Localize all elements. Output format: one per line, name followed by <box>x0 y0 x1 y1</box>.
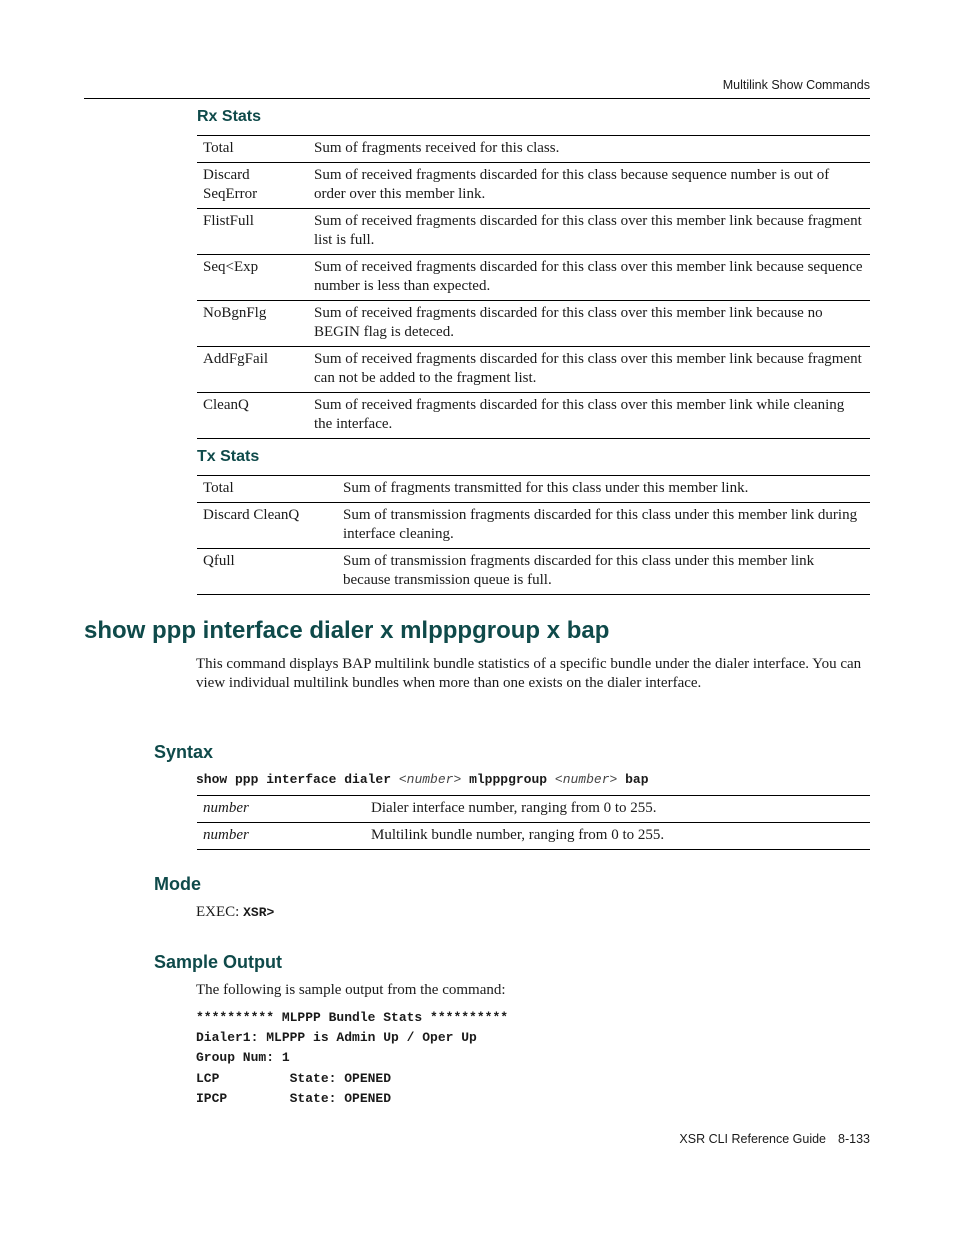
page-number: 8-133 <box>838 1132 870 1146</box>
syntax-part: <number> <box>398 772 462 787</box>
table-row <box>197 347 870 393</box>
description-cell: Sum of received fragments discarded for this class over this member link because sequence number is less than expected. <box>308 255 870 301</box>
syntax-part: show ppp interface dialer <box>196 772 399 787</box>
footer-guide-title: XSR CLI Reference Guide <box>679 1132 827 1146</box>
table-row <box>197 503 870 549</box>
syntax-part: bap <box>617 772 649 787</box>
table-row <box>197 209 870 255</box>
output-line: Dialer1: MLPPP is Admin Up / Oper Up <box>196 1030 477 1045</box>
description-cell: Sum of transmission fragments discarded for this class under this member link because transmission queue is full. <box>337 549 870 595</box>
description-cell: Sum of received fragments discarded for this class over this member link because fragment can not be added to the fragment list. <box>308 347 870 393</box>
output-line: Group Num: 1 <box>196 1050 290 1065</box>
sample-output-heading: Sample Output <box>154 952 283 972</box>
output-line: LCP State: OPENED <box>196 1071 392 1086</box>
term-cell: Discard SeqError <box>197 163 308 209</box>
tx-stats-heading: Tx Stats <box>197 448 260 465</box>
term-cell: CleanQ <box>197 393 308 439</box>
rx-stats-table <box>197 135 870 439</box>
table-row <box>197 393 870 439</box>
description-cell: Dialer interface number, ranging from 0 to 255. <box>365 796 870 823</box>
term-cell: FlistFull <box>197 209 308 255</box>
syntax-heading: Syntax <box>154 742 214 762</box>
term-cell: Qfull <box>197 549 337 595</box>
command-description: This command displays BAP multilink bundle statistics of a specific bundle under the dialer interface. You can view individual multilink bundles when more than one exists on the dialer interface. <box>196 656 862 691</box>
term-cell: number <box>197 823 365 850</box>
table-row <box>197 301 870 347</box>
table-row <box>197 823 870 850</box>
mode-heading: Mode <box>154 874 201 894</box>
syntax-line <box>196 772 649 787</box>
description-cell: Sum of fragments transmitted for this class under this member link. <box>337 476 870 503</box>
description-cell: Sum of transmission fragments discarded for this class under this member link during interface cleaning. <box>337 503 870 549</box>
rx-stats-heading: Rx Stats <box>197 108 262 125</box>
running-header: Multilink Show Commands <box>722 78 870 92</box>
header-rule <box>84 98 870 99</box>
term-cell: Total <box>197 136 308 163</box>
table-row <box>197 255 870 301</box>
output-line: ********** MLPPP Bundle Stats ********** <box>196 1010 509 1025</box>
term-cell: Total <box>197 476 337 503</box>
description-cell: Multilink bundle number, ranging from 0 to 255. <box>365 823 870 850</box>
sample-output-intro: The following is sample output from the command: <box>196 982 506 998</box>
term-cell: AddFgFail <box>197 347 308 393</box>
table-row <box>197 476 870 503</box>
term-cell: Seq<Exp <box>197 255 308 301</box>
description-cell: Sum of fragments received for this class. <box>308 136 870 163</box>
description-cell: Sum of received fragments discarded for this class over this member link because fragment list is full. <box>308 209 870 255</box>
term-cell: Discard CleanQ <box>197 503 337 549</box>
mode-line <box>196 903 870 922</box>
syntax-part: <number> <box>554 772 618 787</box>
description-cell: Sum of received fragments discarded for this class over this member link while cleaning the interface. <box>308 393 870 439</box>
mode-label: EXEC: <box>196 904 244 920</box>
term-cell: number <box>197 796 365 823</box>
table-row <box>197 796 870 823</box>
syntax-part: mlpppgroup <box>461 772 555 787</box>
description-cell: Sum of received fragments discarded for this class because sequence number is out of order over this member link. <box>308 163 870 209</box>
tx-stats-table <box>197 475 870 595</box>
table-row <box>197 549 870 595</box>
description-cell: Sum of received fragments discarded for this class over this member link because no BEGIN flag is deteced. <box>308 301 870 347</box>
syntax-params-table <box>197 795 870 850</box>
output-line: IPCP State: OPENED <box>196 1091 392 1106</box>
command-title: show ppp interface dialer x mlpppgroup x bap <box>84 617 610 644</box>
table-row <box>197 163 870 209</box>
term-cell: NoBgnFlg <box>197 301 308 347</box>
mode-prompt: XSR> <box>243 905 275 920</box>
page-footer <box>0 1132 870 1146</box>
table-row <box>197 136 870 163</box>
